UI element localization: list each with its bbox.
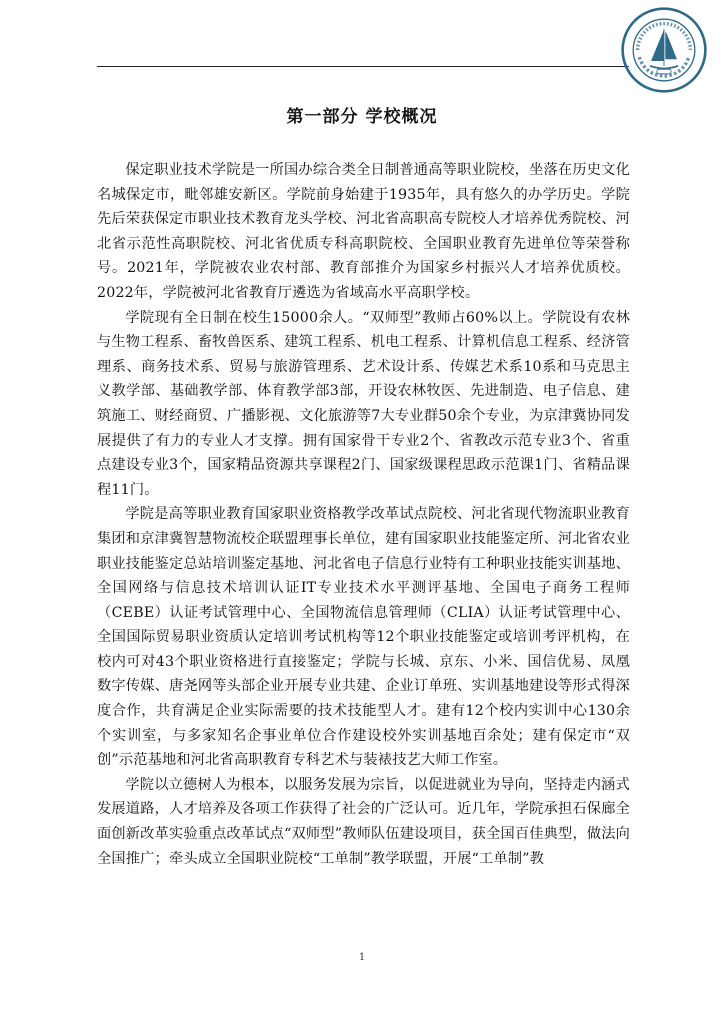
body-text [97,158,630,871]
college-seal-icon [620,6,708,94]
paragraph-development: 学院以立德树人为根本，以服务发展为宗旨，以促进就业为导向，坚持走内涵式发展道路，人才培养及各项工作获得了社会的广泛认可。近几年，学院承担石保廊全面创新改革实验重点改革试点“双师型”教师队伍建设项目，获全国百佳典型，做法向全国推广；牵头成立全国职业院校“工单制”教学联盟，开展“工单制”教 [97,776,630,867]
page-title: 第一部分 学校概况 [286,107,438,127]
paragraph-history: 保定职业技术学院是一所国办综合类全日制普通高等职业院校，坐落在历史文化名城保定市，毗邻雄安新区。学院前身始建于1935年，具有悠久的办学历史。学院先后荣获保定市职业技术教育龙头学校、河北省高职高专院校人才培养优秀院校、河北省示范性高职院校、河北省优质专科高职院校、全国职业教育先进单位等荣誉称号。2021年，学院被农业农村部、教育部推介为国家乡村振兴人才培养优质校。2022年，学院被河北省教育厅遴选为省域高水平高职学校。 [97,162,630,301]
paragraph-training: 学院是高等职业教育国家职业资格教学改革试点院校、河北省现代物流职业教育集团和京津冀智慧物流校企联盟理事长单位，建有国家职业技能鉴定所、河北省农业职业技能鉴定总站培训鉴定基地、河北省电子信息行业特有工种职业技能实训基地、全国网络与信息技术培训认证IT专业技术水平测评基地、全国电子商务工程师（CEBE）认证考试管理中心、全国物流信息管理师（CLIA）认证考试管理中心、全国国际贸易职业资质认定培训考试机构等12个职业技能鉴定或培训考评机构，在校内可对43个职业资格进行直接鉴定；学院与长城、京东、小米、国信优易、凤凰数字传媒、唐尧网等头部企业开展专业共建、企业订单班、实训基地建设等形式得深度合作，共育满足企业实际需要的技术技能型人才。建有12个校内实训中心130余个实训室，与多家知名企事业单位合作建设校外实训基地百余处；建有保定市“双创”示范基地和河北省高职教育专科艺术与装裱技艺大师工作室。 [97,506,630,769]
paragraph-departments: 学院现有全日制在校生15000余人。“双师型”教师占60%以上。学院设有农林与生物工程系、畜牧兽医系、建筑工程系、机电工程系、计算机信息工程系、经济管理系、商务技术系、贸易与旅游管理系、艺术设计系、传媒艺术系10系和马克思主义教学部、基础教学部、体育教学部3部，开设农林牧医、先进制造、电子信息、建筑施工、财经商贸、广播影视、文化旅游等7大专业群50余个专业，为京津冀协同发展提供了有力的专业人才支撑。拥有国家骨干专业2个、省教改示范专业3个、省重点建设专业3个，国家精品资源共享课程2门、国家级课程思政示范课1门、省精品课程11门。 [97,309,630,498]
header-rule [97,66,629,67]
page-number: 1 [358,952,366,963]
